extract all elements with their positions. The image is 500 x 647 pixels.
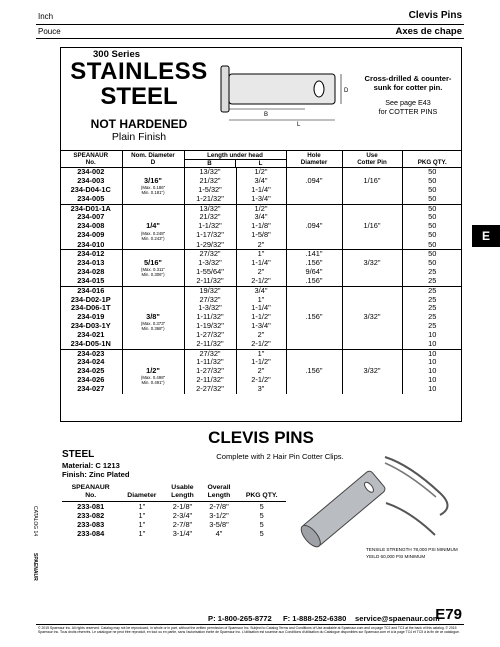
table-row [60,340,462,349]
clevis-diameter: 1" [138,520,146,529]
clevis-col-pkg: PKG QTY. [237,483,286,502]
cotter-pin [342,340,402,349]
clevis-diameter: 1" [138,529,146,538]
length-b: 1-1/32" [184,222,236,231]
clevis-pkg-qty: 5 [259,520,264,529]
pkg-qty: 50 [402,168,462,177]
tensile-strength: TENSILE STRENGTH 78,000 PSI MINIMUM [366,547,458,552]
cotter-pin: 3/32" [342,313,402,322]
part-number: 234-D06-1T [60,304,122,313]
nominal-diameter [122,340,184,349]
length-l: 2-1/2" [236,277,286,286]
table-row [60,222,462,231]
pkg-qty: 50 [428,176,437,185]
pkg-qty: 25 [428,295,437,304]
length-l: 1-3/4" [236,321,286,331]
clevis-steel-label: STEEL [62,449,95,460]
pkg-qty: 50 [428,240,437,249]
length-b: 2-11/32" [184,375,236,385]
length-l: 1-1/4" [236,185,286,195]
part-number: 234-025 [60,367,122,376]
table-row [60,250,462,259]
nominal-diameter [122,267,184,277]
cotter-see-note [356,99,460,116]
cotter-pin [342,241,402,250]
part-number: 234-008 [60,222,122,231]
footer-rule [36,624,464,625]
hole-diameter [286,375,342,385]
table-row [60,313,462,322]
length-l: 1-1/2" [236,313,286,322]
length-b: 27/32" [184,349,236,358]
length-b: 1-11/32" [184,358,236,367]
hole-diameter [286,231,342,241]
pkg-qty: 25 [428,267,437,277]
hair-pin-clip-2 [386,503,435,535]
stainless-spec-table [60,150,462,394]
length-l: 1/2" [236,204,286,213]
col-nom-diameter: Nom. Diameter D [122,151,184,168]
length-l: 1" [236,250,286,259]
length-b: 13/32" [184,168,236,177]
length-b: 1-21/32" [184,195,236,204]
nominal-diameter [122,313,184,322]
cotter-pin: 3/32" [342,259,402,268]
part-number: 234-D03-1Y [60,321,122,331]
nominal-diameter [122,250,184,259]
part-number: 234-028 [60,267,122,277]
nominal-diameter [122,286,184,295]
title-steel: STEEL [100,83,178,110]
nominal-diameter [122,177,184,186]
clevis-diameter: 1" [138,502,146,511]
clevis-pkg-qty: 5 [259,529,264,538]
length-l: 3" [236,385,286,394]
length-b: 1-17/32" [184,231,236,241]
part-number: 234-016 [60,286,122,295]
hole-diameter [286,185,342,195]
nominal-diameter [122,195,184,204]
length-l: 1-1/4" [236,259,286,268]
table-row [60,304,462,313]
diameter-min: Min. 0.306") [141,272,165,278]
part-number: 234-010 [60,241,122,250]
table-row [60,349,462,358]
table-row [62,520,286,529]
section-tab-e[interactable]: E [472,225,500,247]
cotter-pin [342,358,402,367]
part-number: 234-023 [60,349,122,358]
col-hole-diameter: Hole Diameter [286,151,342,168]
pkg-qty: 10 [402,349,462,358]
length-l: 1-1/8" [236,222,286,231]
col-pkg-qty: PKG QTY. [402,151,462,168]
clevis-overall-length: 3-1/2" [209,511,229,520]
hole-diameter: .156" [286,367,342,376]
table-row [60,267,462,277]
table-row [60,385,462,394]
table-row [60,195,462,204]
table-row [60,213,462,222]
see-line-2: for COTTER PINS [378,106,438,116]
nominal-diameter [122,277,184,286]
series-label: 300 Series [93,49,141,60]
pkg-qty: 10 [428,375,437,384]
hole-diameter [286,321,342,331]
nominal-diameter [122,241,184,250]
pkg-qty: 50 [428,213,437,222]
clevis-diameter: 1" [138,511,146,520]
cotter-pin [342,321,402,331]
hole-diameter [286,340,342,349]
hole-diameter [286,168,342,177]
see-line-1: See page E43 [385,98,431,107]
nominal-diameter [122,321,184,331]
col-length: Length under head B L [184,151,286,168]
hole-diameter [286,204,342,213]
cotter-pin [342,304,402,313]
diameter-max: (Max. 0.311" [141,267,165,273]
hole-diameter [286,331,342,340]
length-b: 2-11/32" [184,277,236,286]
length-b: 2-27/32" [184,385,236,394]
table-row [60,277,462,286]
diameter-min: Min. 0.243") [141,235,165,241]
length-b: 1-11/32" [184,313,236,322]
pkg-qty: 50 [402,204,462,213]
hole-diameter [286,286,342,295]
clevis-finish: Finish: Zinc Plated [62,470,130,479]
clevis-material: Material: C 1213 [62,461,120,470]
length-l: 1-1/2" [236,358,286,367]
header-right-fr: Axes de chape [395,26,462,37]
clevis-overall-length: 4" [215,529,223,538]
pkg-qty: 10 [428,339,437,348]
cotter-pin [342,277,402,286]
cotter-pin [342,331,402,340]
hole-diameter [286,358,342,367]
table-row [60,358,462,367]
length-b: 19/32" [184,286,236,295]
nominal-diameter [122,349,184,358]
nominal-diameter [122,222,184,231]
clevis-overall-length: 2-7/8" [209,502,229,511]
length-l: 1-3/4" [236,195,286,204]
clevis-usable-length: 2-1/8" [172,502,193,511]
note-line-2: sunk for cotter pin. [373,83,443,92]
length-l: 2" [236,267,286,277]
cotter-pin [342,286,402,295]
table-row [60,204,462,213]
nominal-diameter [122,185,184,195]
part-number: 234-003 [60,177,122,186]
table-row [62,529,286,538]
length-l: 2-1/2" [236,375,286,385]
part-number: 234-015 [60,277,122,286]
pkg-qty: 10 [428,331,437,340]
length-b: 1-19/32" [184,321,236,331]
cotter-pin [342,375,402,385]
table-row [60,296,462,305]
length-l: 3/4" [236,177,286,186]
table-row [60,231,462,241]
part-number: 234-027 [60,385,122,394]
length-l: 1-1/4" [236,304,286,313]
header-right-en: Clevis Pins [408,10,462,21]
pin-head [221,66,229,112]
cotter-pin [342,168,402,177]
part-number: 234-002 [60,168,122,177]
length-l: 3/4" [236,213,286,222]
clevis-pkg-qty: 5 [259,502,264,511]
finish-label: Plain Finish [111,131,167,143]
length-b: 27/32" [184,250,236,259]
nominal-diameter [122,204,184,213]
cotter-pin [342,296,402,305]
hole-diameter [286,213,342,222]
table-row [60,168,462,177]
part-number: 234-021 [60,331,122,340]
cotter-pin [342,195,402,204]
pkg-qty: 50 [428,258,437,267]
pkg-qty: 10 [428,385,437,394]
part-number: 234-D01-1A [60,204,122,213]
pkg-qty: 25 [428,304,437,313]
table-row [60,321,462,331]
pkg-qty: 25 [428,312,437,321]
part-number: 234-013 [60,259,122,268]
not-hardened-label: NOT HARDENED [90,117,188,131]
pkg-qty: 25 [428,277,437,286]
part-number: 234-D02-1P [60,296,122,305]
clevis-col-diameter: Diameter [119,483,164,502]
note-line-1: Cross-drilled & counter- [364,74,452,83]
length-b: 27/32" [184,296,236,305]
part-number: 234-012 [60,250,122,259]
length-b: 1-3/32" [184,304,236,313]
pkg-qty: 10 [428,366,437,375]
part-number: 234-007 [60,213,122,222]
clevis-part-number: 233-081 [77,502,105,511]
hole-diameter: 9/64" [286,267,342,277]
length-l: 2-1/2" [236,340,286,349]
pkg-qty: 10 [428,358,437,367]
page-number: E79 [435,606,462,623]
nominal-diameter [122,231,184,241]
length-l: 2" [236,241,286,250]
pkg-qty: 25 [428,321,437,331]
nominal-diameter [122,367,184,376]
length-l: 1" [236,296,286,305]
cotter-pin [342,213,402,222]
clevis-col-overall: Overall Length [201,483,238,502]
length-b: 2-11/32" [184,340,236,349]
cotter-pin [342,250,402,259]
clevis-overall-length: 3-5/8" [209,520,229,529]
diameter-max: (Max. 0.373" [140,321,166,327]
clevis-pin-illustration [290,455,465,555]
length-b: 13/32" [184,204,236,213]
nominal-diameter [122,331,184,340]
length-b: 1-29/32" [184,241,236,250]
pkg-qty: 50 [428,230,437,240]
cotter-pin [342,349,402,358]
dim-d-label: D [344,88,349,94]
nominal-diameter [122,168,184,177]
diameter-value: 5/16" [144,258,162,267]
footer-phone: P: 1-800-265-8772 [208,614,272,623]
clevis-usable-length: 2-7/8" [172,520,193,529]
nominal-diameter [122,259,184,268]
diameter-min: Min. 0.181") [141,190,165,196]
length-b: 1-55/64" [184,267,236,277]
dim-b-label: B [264,112,269,118]
diameter-min: Min. 0.368") [141,326,165,332]
cotter-pin: 1/16" [342,177,402,186]
cotter-pin: 1/16" [342,222,402,231]
clevis-usable-length: 3-1/4" [172,529,193,538]
yield-strength: YEILD 60,000 PSI MINIMUM [366,554,426,559]
table-row [60,185,462,195]
pkg-qty: 50 [428,221,437,230]
diameter-value: 3/8" [146,312,160,321]
footer-fax: F: 1-888-252-6380 [283,614,347,623]
pkg-qty: 50 [402,250,462,259]
clevis-usable-length: 2-3/4" [172,511,193,520]
dim-l-label: L [297,122,301,127]
footer-legal: © 2015 Spaenaur Inc. All rights reserved. Catalog may not be reproduced, in whole or in part, without the written permission of Spaenaur Inc. Subject to Catalog Terms and Conditions of Use available at Spaenaur.com and on page TC2 and TC3 at the back of this catalog. © 2015 Spaenaur Inc. Tous droits réservés. Le catalogue ne peut être reproduit, en tout ou en partie, sans l'autorisation écrite de Spaenaur Inc. L'utilisation est soumise aux Conditions d'utilisation du Catalogue disponibles sur Spaenaur.com et à la page TC4 et TC5 à la fin de ce catalogue. [38,626,460,635]
part-number: 234-D04-1C [60,185,122,195]
cotter-pin [342,385,402,394]
table-row [60,367,462,376]
diameter-value: 1/4" [146,221,160,230]
length-l: 1" [236,349,286,358]
nominal-diameter [122,304,184,313]
part-number: 234-005 [60,195,122,204]
length-b: 21/32" [184,177,236,186]
cotter-pin [342,231,402,241]
col-use-cotter: Use Cotter Pin [342,151,402,168]
cross-drilled-note [356,74,460,92]
clevis-pin-table [62,483,286,538]
length-l: 1-5/8" [236,231,286,241]
part-number: 234-019 [60,313,122,322]
clevis-col-no: SPEANAUR No. [62,483,119,502]
table-row [60,241,462,250]
part-number: 234-009 [60,231,122,241]
catalog-side-label: CATALOG 14 [32,506,38,537]
hole-diameter: .094" [286,177,342,186]
length-l: 3/4" [236,286,286,295]
col-speanaur-no: SPEANAUR No. [60,151,122,168]
pin-hole [314,81,324,97]
pkg-qty: 50 [428,195,437,204]
pkg-qty: 25 [402,286,462,295]
pkg-qty: 50 [428,185,437,194]
header-left-fr: Pouce [38,27,61,36]
nominal-diameter [122,375,184,385]
hole-diameter [286,304,342,313]
diameter-max: (Max. 0.498" [140,375,166,381]
clevis-part-number: 233-084 [77,529,105,538]
diameter-max: (Max. 0.248" [140,230,166,236]
hole-diameter [286,241,342,250]
cotter-pin: 3/32" [342,367,402,376]
table-row [60,259,462,268]
hole-diameter: .156" [286,313,342,322]
header-rule-2 [36,38,464,39]
pin-diagram [215,62,355,127]
diameter-min: Min. 0.491") [141,380,165,386]
length-l: 2" [236,367,286,376]
table-row [62,502,286,512]
clevis-title: CLEVIS PINS [208,428,314,447]
diameter-max: (Max. 0.186" [140,185,166,191]
diameter-value: 3/16" [144,176,162,185]
hole-diameter [286,296,342,305]
cotter-pin [342,185,402,195]
length-l: 2" [236,331,286,340]
clevis-col-usable: Usable Length [164,483,200,502]
title-stainless: STAINLESS [70,58,208,85]
nominal-diameter [122,358,184,367]
part-number: 234-024 [60,358,122,367]
diameter-value: 1/2" [146,366,160,375]
length-b: 1-3/32" [184,259,236,268]
cotter-pin [342,204,402,213]
header-left-en: Inch [38,12,54,21]
length-b: 1-27/32" [184,331,236,340]
table-row [60,375,462,385]
part-number: 234-026 [60,375,122,385]
length-b: 1-27/32" [184,367,236,376]
hole-diameter [286,349,342,358]
clevis-complete-note: Complete with 2 Hair Pin Cotter Clips. [216,452,344,461]
header-rule [36,24,464,25]
hole-diameter: .156" [286,259,342,268]
length-b: 1-5/32" [184,185,236,195]
hole-diameter: .156" [286,277,342,286]
part-number: 234-D05-1N [60,340,122,349]
table-row [60,331,462,340]
clevis-pkg-qty: 5 [259,511,264,520]
nominal-diameter [122,296,184,305]
brand-side-label: SPAENAUR [32,553,38,581]
length-b: 21/32" [184,213,236,222]
footer-email[interactable]: service@spaenaur.com [355,614,440,623]
hole-diameter: .094" [286,222,342,231]
clevis-part-number: 233-082 [77,511,105,520]
hole-diameter [286,195,342,204]
length-l: 1/2" [236,168,286,177]
table-row [62,511,286,520]
hole-diameter: .141" [286,250,342,259]
clevis-part-number: 233-083 [77,520,105,529]
table-row [60,286,462,295]
table-row [60,177,462,186]
nominal-diameter [122,213,184,222]
nominal-diameter [122,385,184,394]
hole-diameter [286,385,342,394]
cotter-pin [342,267,402,277]
